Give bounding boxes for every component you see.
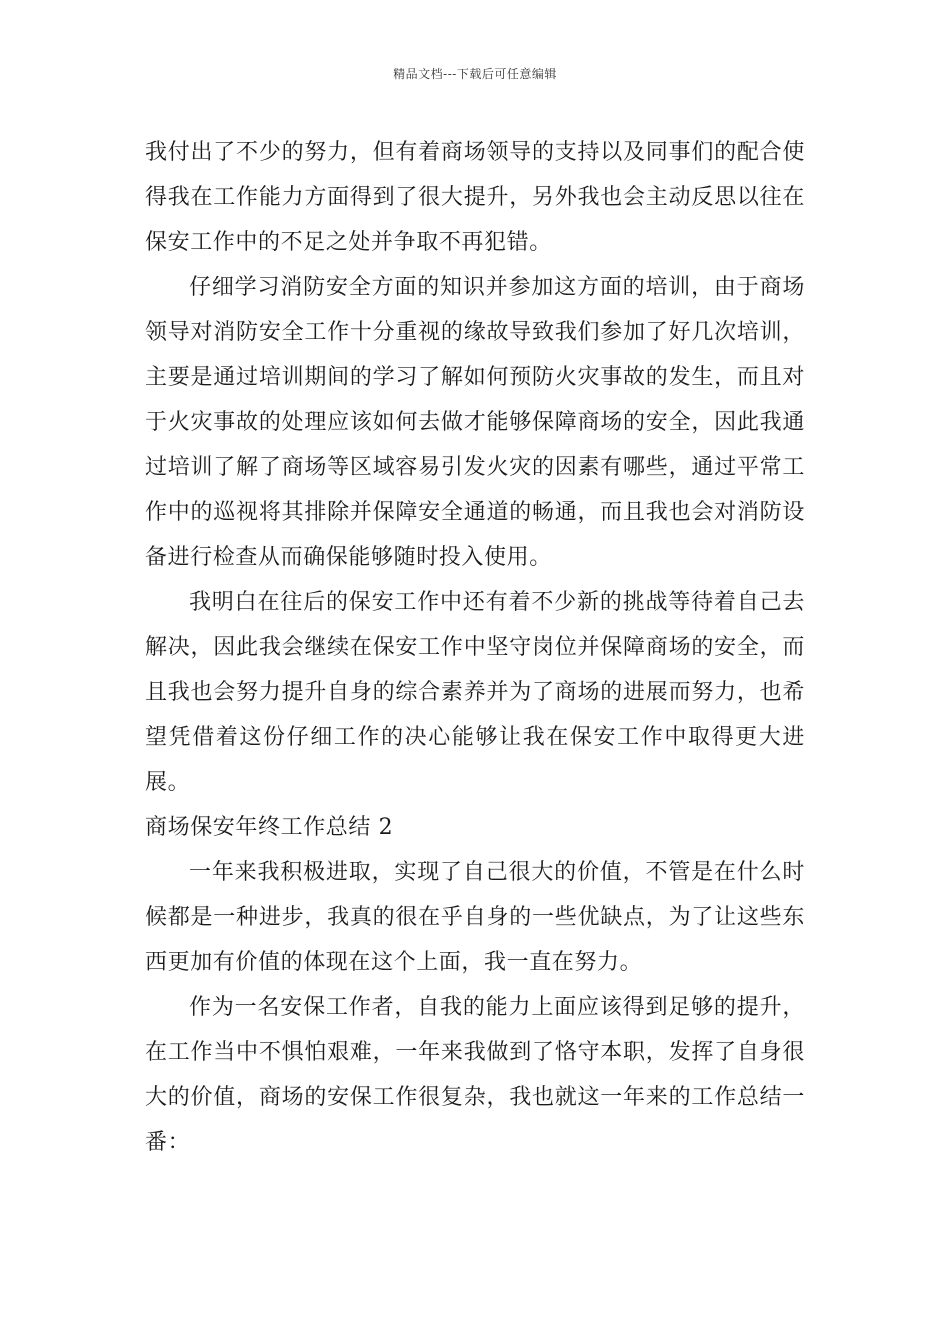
section-title: 商场保安年终工作总结 2 (145, 815, 394, 840)
paragraph-continuation: 我付出了不少的努力，但有着商场领导的支持以及同事们的配合使得我在工作能力方面得到了很大提升，另外我也会主动反思以往在保安工作中的不足之处并争取不再犯错。 (145, 140, 805, 255)
paragraph-future-challenges: 我明白在往后的保安工作中还有着不少新的挑战等待着自己去解决，因此我会继续在保安工作中坚守岗位并保障商场的安全，而且我也会努力提升自身的综合素养并为了商场的进展而努力，也希望凭借着这份仔细工作的决心能够让我在保安工作中取得更大进展。 (145, 590, 805, 795)
document-body (145, 130, 805, 1165)
page-header: 精品文档---下载后可任意编辑 (393, 67, 557, 81)
paragraph-security-role: 作为一名安保工作者，自我的能力上面应该得到足够的提升，在工作当中不惧怕艰难，一年来我做到了恪守本职，发挥了自身很大的价值，商场的安保工作很复杂，我也就这一年来的工作总结一番： (145, 995, 805, 1155)
paragraph-fire-safety: 仔细学习消防安全方面的知识并参加这方面的培训，由于商场领导对消防安全工作十分重视的缘故导致我们参加了好几次培训，主要是通过培训期间的学习了解如何预防火灾事故的发生，而且对于火灾事故的处理应该如何去做才能够保障商场的安全，因此我通过培训了解了商场等区域容易引发火灾的因素有哪些，通过平常工作中的巡视将其排除并保障安全通道的畅通，而且我也会对消防设备进行检查从而确保能够随时投入使用。 (145, 275, 805, 570)
paragraph-year-progress: 一年来我积极进取，实现了自己很大的价值，不管是在什么时候都是一种进步，我真的很在乎自身的一些优缺点，为了让这些东西更加有价值的体现在这个上面，我一直在努力。 (145, 860, 805, 975)
